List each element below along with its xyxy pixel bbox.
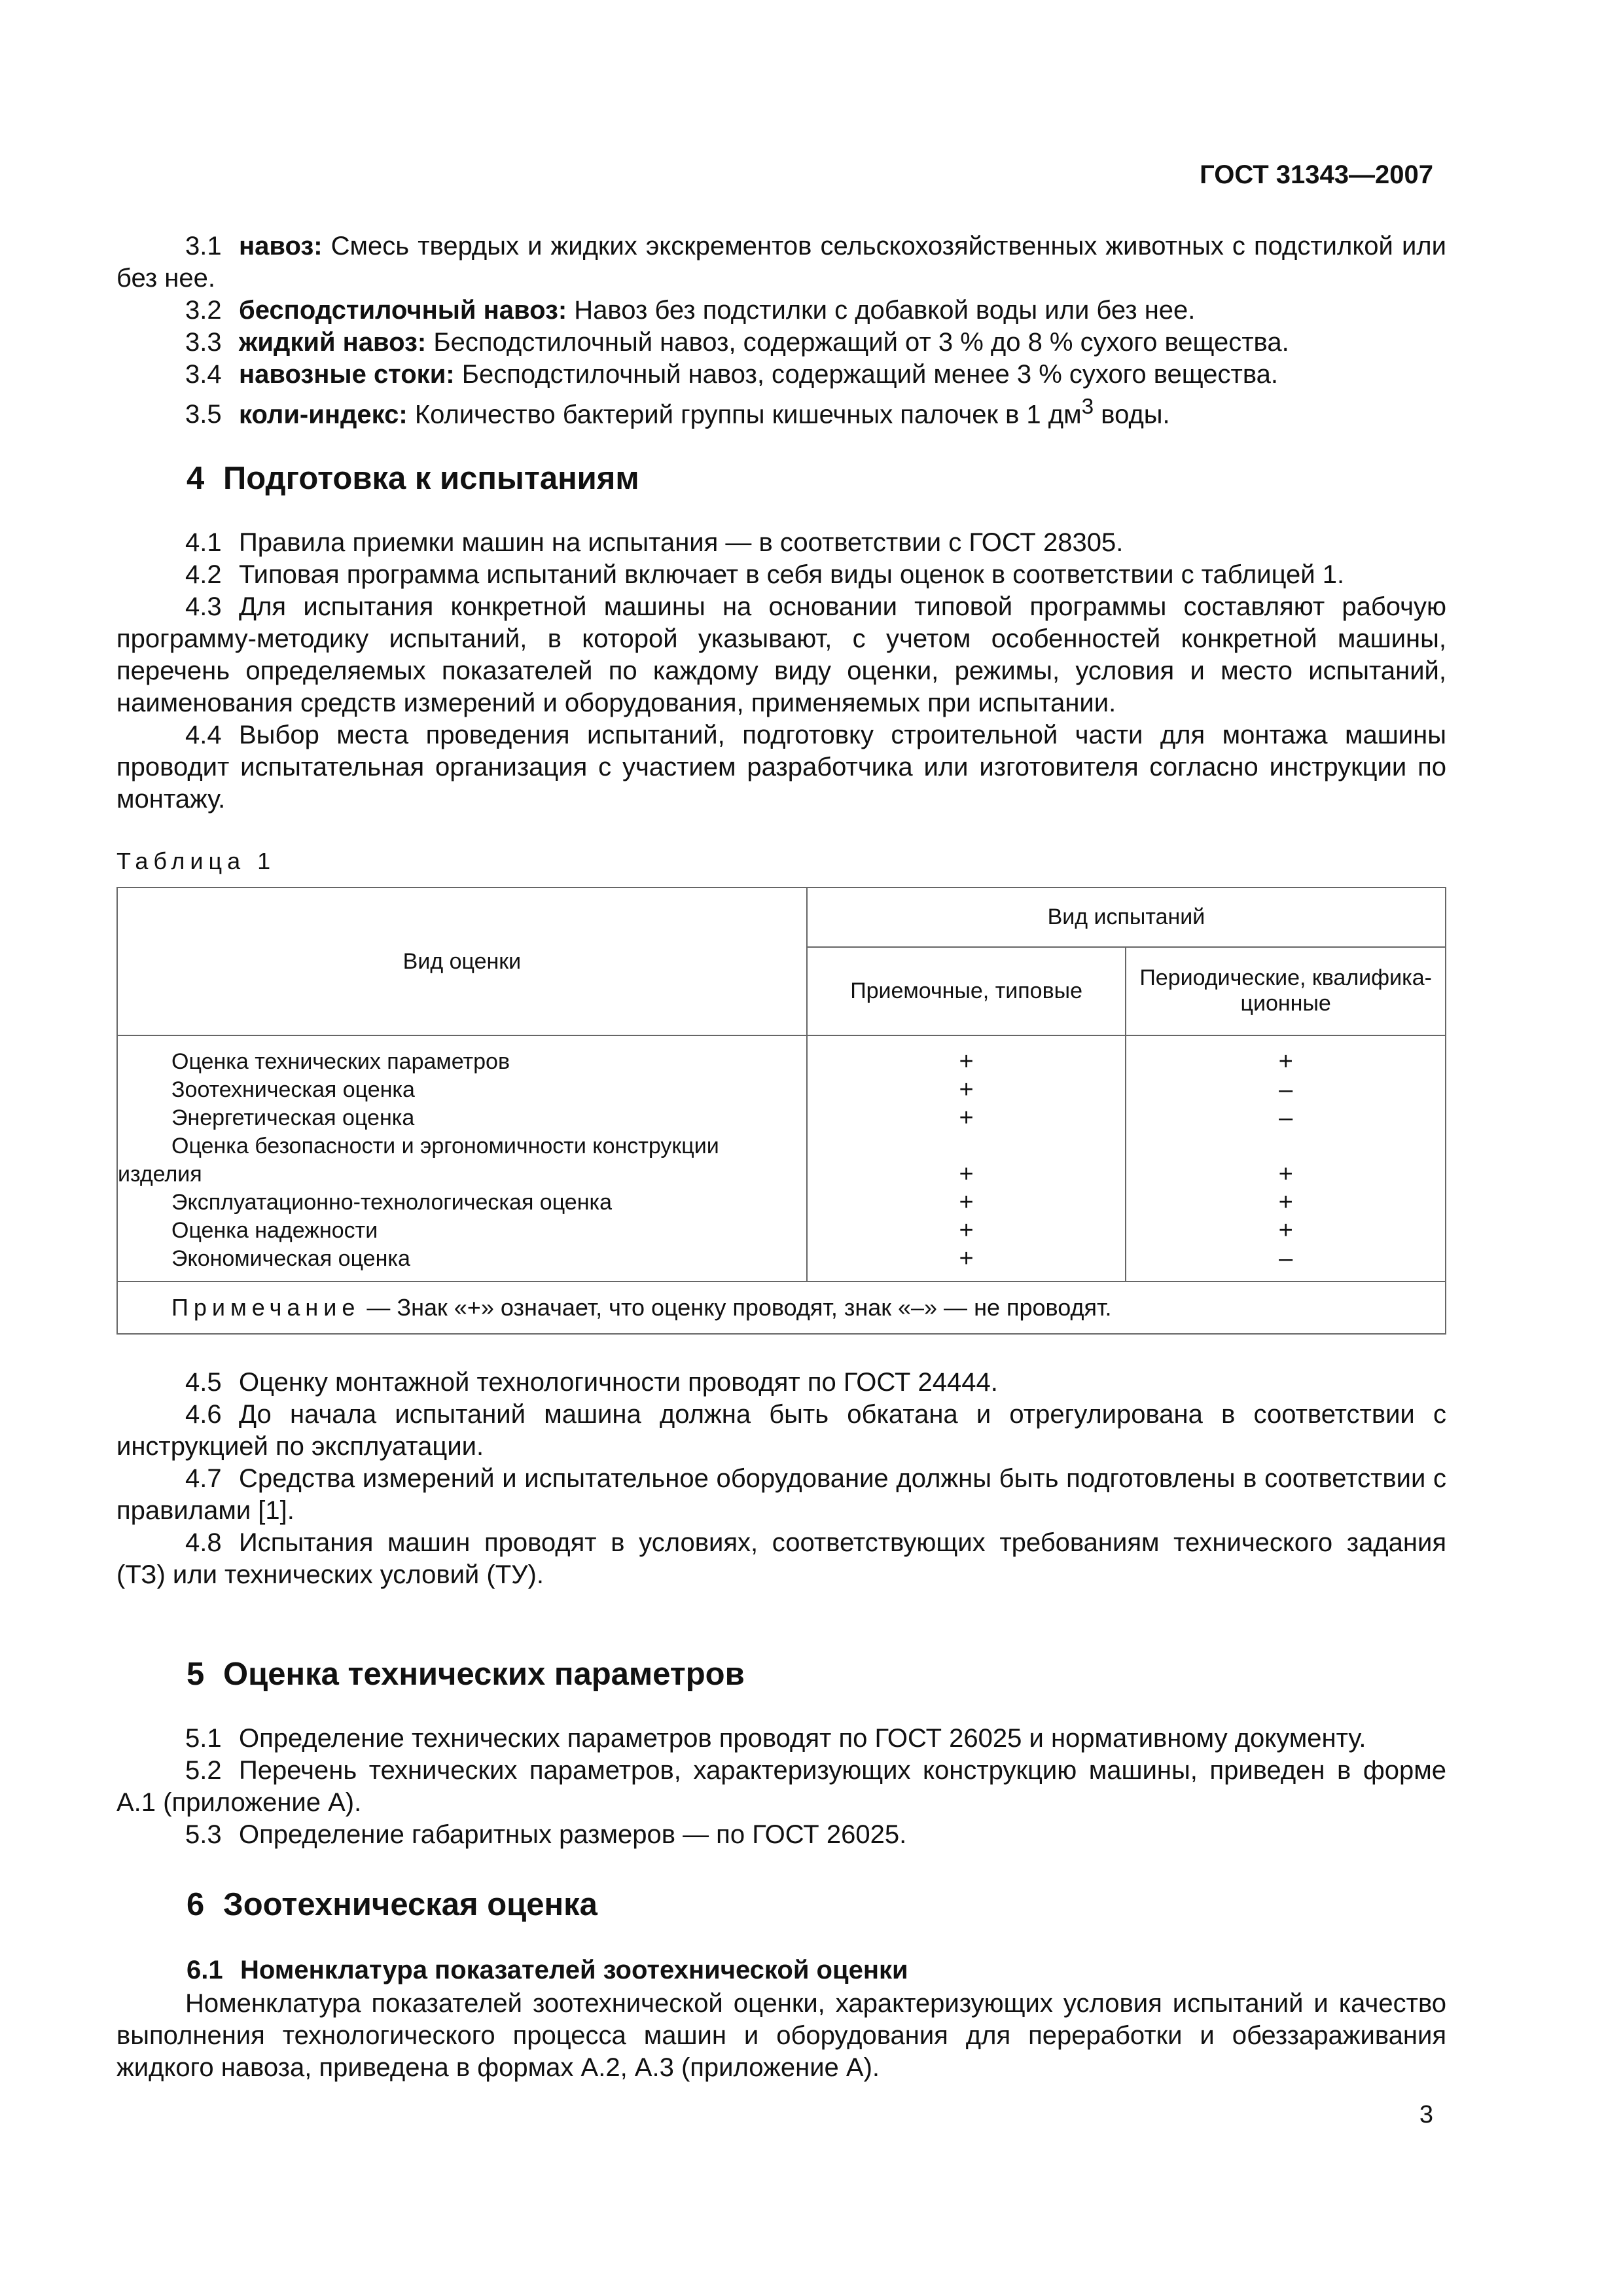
table-cell-mark: + <box>959 1189 974 1216</box>
table-cell-mark: – <box>1279 1104 1293 1132</box>
clause-4-1 <box>116 527 1446 559</box>
item-number: 4.2 <box>185 560 222 589</box>
item-number: 4.5 <box>185 1368 222 1397</box>
table-cell-mark: – <box>1279 1245 1293 1272</box>
clause-text: Типовая программа испытаний включает в себя виды оценок в соответствии с таблицей 1. <box>239 560 1345 589</box>
section-number: 4 <box>187 461 205 496</box>
term: коли-индекс: <box>239 400 408 429</box>
table-cell-mark: – <box>1279 1076 1293 1103</box>
definition-text: Бесподстилочный навоз, содержащий от 3 % до 8 % сухого вещества. <box>426 328 1289 357</box>
table-row-name: Оценка надежности <box>171 1218 378 1243</box>
item-number: 4.1 <box>185 528 222 557</box>
table-cell-mark: + <box>959 1217 974 1244</box>
item-number: 5.1 <box>185 1724 222 1753</box>
table-row-name: Эксплуатационно-технологическая оценка <box>171 1190 613 1215</box>
item-number: 3.2 <box>185 296 222 325</box>
section-number: 6 <box>187 1887 205 1922</box>
section-title: Подготовка к испытаниям <box>223 461 639 496</box>
subsection-title: Номенклатура показателей зоотехнической оценки <box>240 1956 908 1984</box>
section-number: 5 <box>187 1657 205 1692</box>
clause-4-2 <box>116 559 1446 591</box>
item-number: 4.8 <box>185 1528 222 1557</box>
subsection-6-1-heading <box>187 1956 908 1985</box>
clause-4-3 <box>116 591 1446 719</box>
clause-4-6 <box>116 1399 1446 1463</box>
clause-text: Определение технических параметров проводят по ГОСТ 26025 и нормативному документу. <box>239 1724 1366 1753</box>
clause-4-7 <box>116 1463 1446 1527</box>
item-number: 3.1 <box>185 232 222 260</box>
table-row-name: Энергетическая оценка <box>171 1105 415 1130</box>
clause-text: Для испытания конкретной машины на основании типовой программы составляют рабочую программу-методику испытаний, в которой указывают, с учетом особенностей конкретной машины, перечень определяемых показателей по каждому виду оценки, режимы, условия и место испытаний, наименования средств измерений и оборудования, применяемых при испытании. <box>116 592 1446 717</box>
item-number: 4.4 <box>185 721 222 749</box>
term: навозные стоки: <box>239 360 455 389</box>
table-cell-empty <box>1126 1132 1445 1160</box>
clause-text: Определение габаритных размеров — по ГОСТ 26025. <box>239 1820 907 1849</box>
clause-4-5 <box>116 1367 1446 1399</box>
clause-5-1 <box>116 1723 1446 1755</box>
term: навоз: <box>239 232 323 260</box>
section-4-heading <box>187 460 639 497</box>
periodic-marks <box>1126 1035 1446 1282</box>
table-row-name-continuation: изделия <box>118 1162 202 1187</box>
definition-text-tail: воды. <box>1094 400 1170 429</box>
table-cell-mark: + <box>959 1160 974 1188</box>
item-number: 3.3 <box>185 328 222 357</box>
definition-text: Количество бактерий группы кишечных палочек в 1 дм <box>407 400 1082 429</box>
clause-4-8 <box>116 1527 1446 1591</box>
subsection-number: 6.1 <box>187 1956 223 1984</box>
definition-text: Навоз без подстилки с добавкой воды или без нее. <box>567 296 1196 325</box>
table-cell-empty <box>808 1132 1126 1160</box>
column-header-periodic: Периодические, квалифика-ционные <box>1126 947 1446 1035</box>
column-header-acceptance: Приемочные, типовые <box>807 947 1126 1035</box>
definition-3-4 <box>116 359 1446 391</box>
assessment-table <box>116 887 1446 1335</box>
definition-3-3 <box>116 327 1446 359</box>
clause-text: Выбор места проведения испытаний, подготовку строительной части для монтажа машины проводит испытательная организация с участием разработчика или изготовителя согласно инструкции по монтажу. <box>116 721 1446 814</box>
section-5-heading <box>187 1656 745 1693</box>
table-cell-mark: + <box>1278 1217 1293 1244</box>
acceptance-marks <box>807 1035 1126 1282</box>
section-title: Оценка технических параметров <box>223 1657 745 1692</box>
document-code: ГОСТ 31343—2007 <box>1200 160 1433 189</box>
table-row-name: Зоотехническая оценка <box>171 1077 415 1102</box>
definition-3-1 <box>116 230 1446 295</box>
term: жидкий навоз: <box>239 328 427 357</box>
clause-text: Перечень технических параметров, характеризующих конструкцию машины, приведен в форме А.1 (приложение А). <box>116 1756 1446 1817</box>
table-row-name: Экономическая оценка <box>171 1246 410 1271</box>
clause-text: Правила приемки машин на испытания — в соответствии с ГОСТ 28305. <box>239 528 1124 557</box>
superscript: 3 <box>1081 395 1094 419</box>
clause-4-4 <box>116 719 1446 816</box>
clause-text: До начала испытаний машина должна быть обкатана и отрегулирована в соответствии с инструкцией по эксплуатации. <box>116 1400 1446 1461</box>
section-6-heading <box>187 1886 597 1923</box>
section-title: Зоотехническая оценка <box>223 1887 597 1922</box>
table-cell-mark: + <box>1278 1160 1293 1188</box>
table-row-name: Оценка безопасности и эргономичности конструкции <box>171 1134 719 1158</box>
item-number: 4.7 <box>185 1464 222 1493</box>
subsection-6-1-text: Номенклатура показателей зоотехнической оценки, характеризующих условия испытаний и качество выполнения технологического процесса машин и оборудования для переработки и обеззараживания жидкого навоза, приведена в формах А.2, А.3 (приложение А). <box>116 1989 1446 2082</box>
table-cell-mark: + <box>959 1076 974 1103</box>
item-number: 5.3 <box>185 1820 222 1849</box>
table-caption: Таблица 1 <box>116 848 276 874</box>
item-number: 3.4 <box>185 360 222 389</box>
table-cell-mark: + <box>959 1245 974 1272</box>
table-cell-mark: + <box>1278 1189 1293 1216</box>
clause-5-3 <box>116 1819 1446 1851</box>
clause-text: Испытания машин проводят в условиях, соответствующих требованиям технического задания (ТЗ) или технических условий (ТУ). <box>116 1528 1446 1589</box>
clause-text: Оценку монтажной технологичности проводят по ГОСТ 24444. <box>239 1368 998 1397</box>
table-note <box>117 1282 1446 1334</box>
clause-5-2 <box>116 1755 1446 1819</box>
page-number: 3 <box>1419 2101 1433 2128</box>
term: бесподстилочный навоз: <box>239 296 567 325</box>
definition-text: Смесь твердых и жидких экскрементов сельскохозяйственных животных с подстилкой или без нее. <box>116 232 1446 293</box>
table-row-name: Оценка технических параметров <box>171 1049 510 1074</box>
assessment-names <box>117 1035 807 1282</box>
note-text: — Знак «+» означает, что оценку проводят, знак «–» — не проводят. <box>360 1294 1112 1321</box>
definition-3-2 <box>116 295 1446 327</box>
note-label: Примечание <box>171 1294 361 1321</box>
table-cell-mark: + <box>959 1048 974 1075</box>
definition-3-5 <box>116 391 1446 431</box>
item-number: 4.6 <box>185 1400 222 1429</box>
item-number: 4.3 <box>185 592 222 621</box>
column-header-type: Вид оценки <box>117 888 807 1035</box>
column-group-header: Вид испытаний <box>807 888 1446 947</box>
item-number: 3.5 <box>185 400 222 429</box>
item-number: 5.2 <box>185 1756 222 1785</box>
clause-text: Средства измерений и испытательное оборудование должны быть подготовлены в соответствии с правилами [1]. <box>116 1464 1446 1525</box>
table-cell-mark: + <box>959 1104 974 1132</box>
definition-text: Бесподстилочный навоз, содержащий менее 3 % сухого вещества. <box>454 360 1278 389</box>
table-cell-mark: + <box>1278 1048 1293 1075</box>
